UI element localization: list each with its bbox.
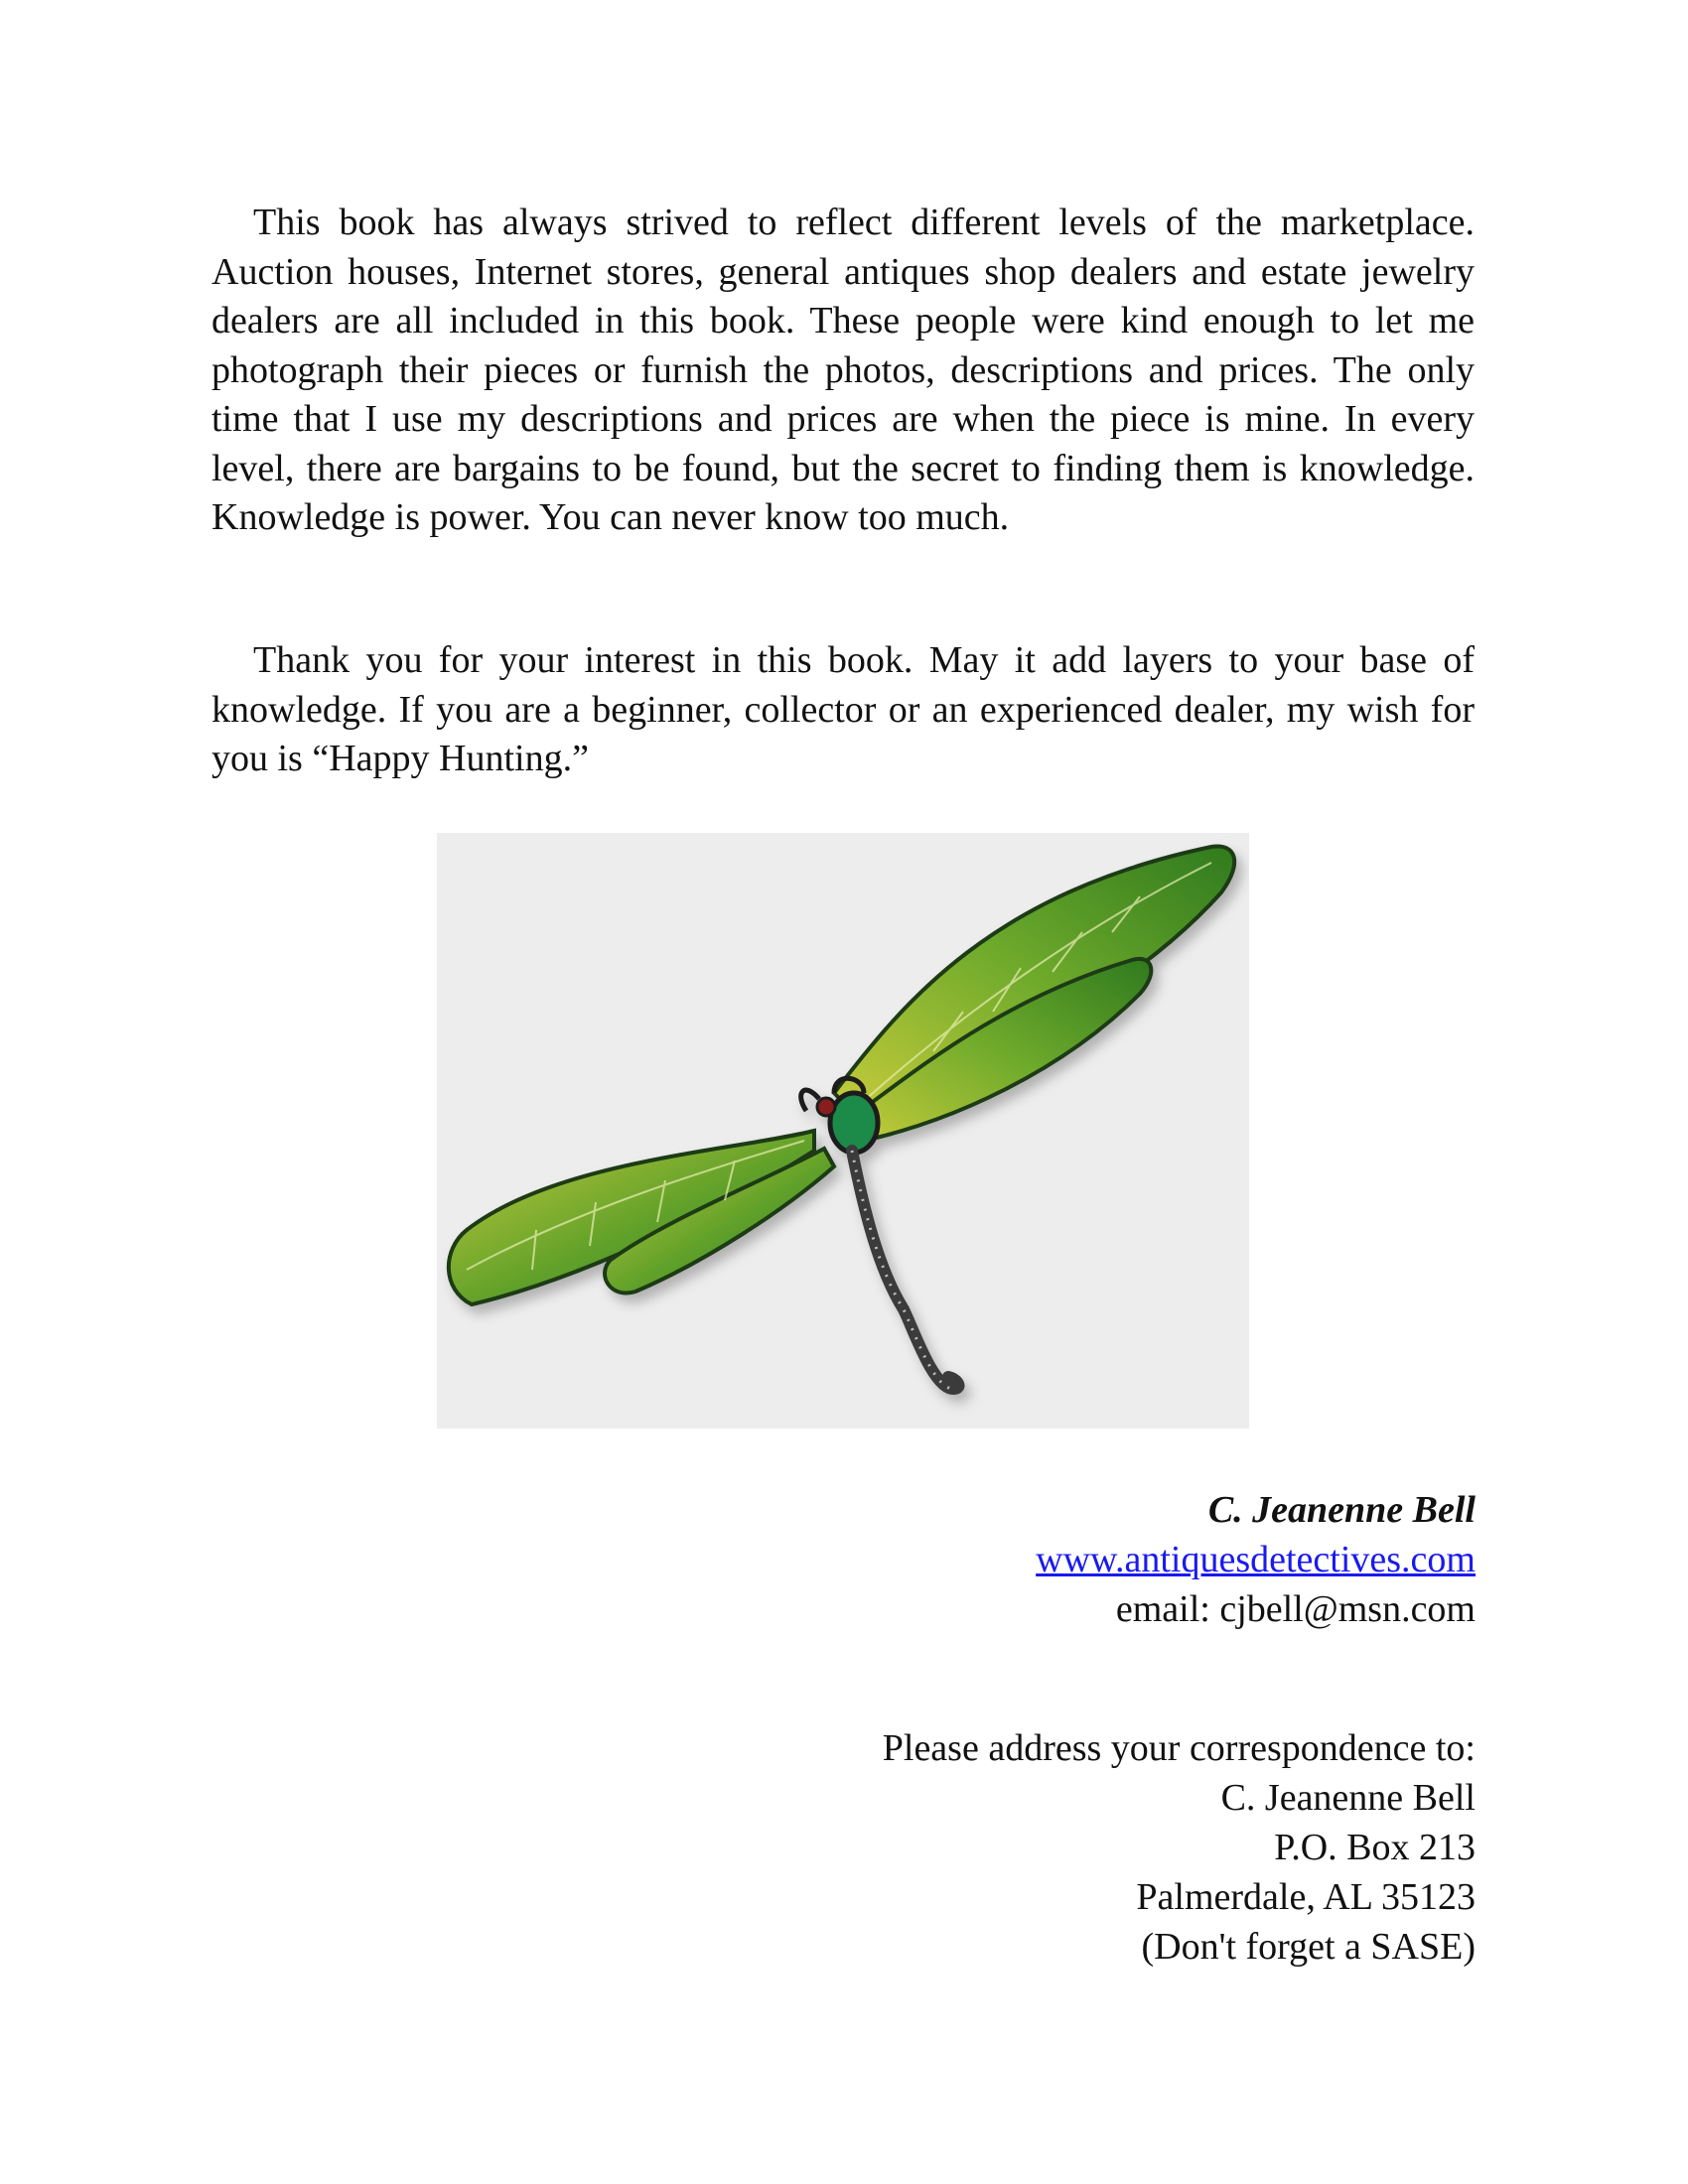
dragonfly-icon <box>437 833 1249 1429</box>
dragonfly-brooch-photo <box>437 833 1249 1429</box>
author-name: C. Jeanenne Bell <box>1207 1489 1476 1531</box>
address-intro: Please address your correspondence to: <box>882 1727 1476 1769</box>
email-address: email: cjbell@msn.com <box>1115 1588 1476 1630</box>
address-name: C. Jeanenne Bell <box>1220 1777 1476 1819</box>
mailing-address <box>883 1723 1476 1972</box>
address-city: Palmerdale, AL 35123 <box>1136 1876 1476 1918</box>
address-po-box: P.O. Box 213 <box>1274 1827 1476 1868</box>
intro-paragraph-1: This book has always strived to reflect different levels of the marketplace. Auction houses, Internet stores, general antiques shop dealers and estate jewelry dealers are all included in this book. These people were kind enough to let me photograph their pieces or furnish the photos, descriptions and prices. The only time that I use my descriptions and prices are when the piece is mine. In every level, there are bargains to be found, but the secret to finding them is knowledge. Knowledge is power. You can never know too much. <box>211 202 1475 538</box>
address-note: (Don't forget a SASE) <box>1141 1926 1476 1968</box>
website-link[interactable]: www.antiquesdetectives.com <box>1036 1539 1476 1580</box>
intro-paragraph-2: Thank you for your interest in this book. May it add layers to your base of knowledge. If you are a beginner, collector or an experienced dealer, my wish for you is “Happy Hunting.” <box>211 639 1475 779</box>
